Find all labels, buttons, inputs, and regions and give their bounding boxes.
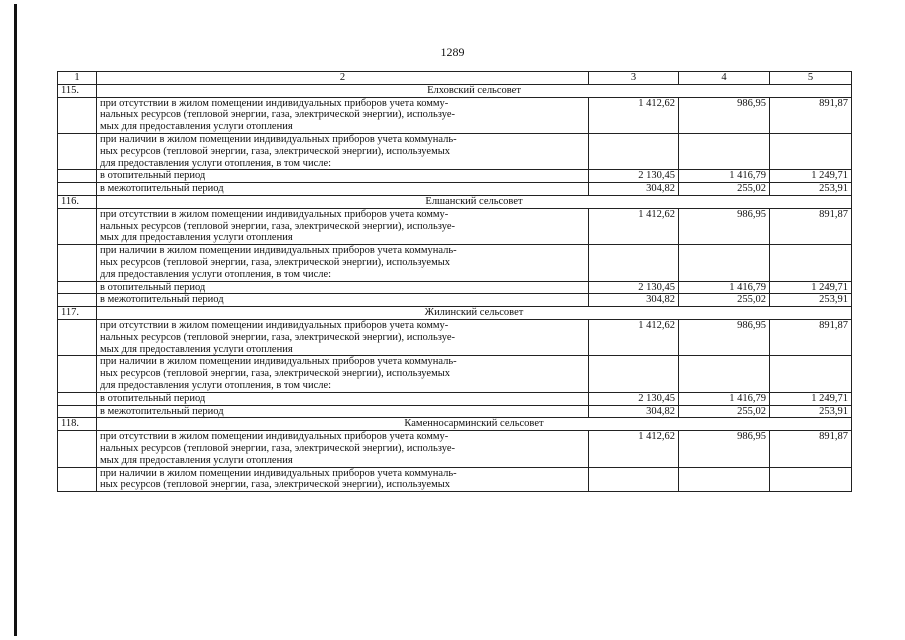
description-absent-meters: [97, 431, 589, 467]
column-header-4: 4: [679, 72, 770, 85]
value-col4-empty: [679, 356, 770, 392]
value-col5: 891,87: [770, 208, 852, 244]
section-name: Жилинский сельсовет: [97, 307, 852, 320]
tariff-table: [57, 71, 852, 492]
value-col3-empty: [589, 356, 679, 392]
heating-period-label: в отопительный период: [97, 281, 589, 294]
value-col5-empty: [770, 245, 852, 281]
value-col4-empty: [679, 467, 770, 492]
section-header-row: [58, 195, 852, 208]
nonheating-period-label: в межотопительный период: [97, 183, 589, 196]
description-present-meters: [97, 133, 589, 169]
nonheating-period-label: в межотопительный период: [97, 405, 589, 418]
value-col4: 255,02: [679, 294, 770, 307]
nonheating-period-label: в межотопительный период: [97, 294, 589, 307]
section-number-spacer: [58, 392, 97, 405]
table-row-absent-meters: [58, 208, 852, 244]
description-line: мых для предоставления услуги отопления: [100, 343, 293, 355]
table-row-absent-meters: [58, 431, 852, 467]
table-row-present-meters: [58, 467, 852, 492]
section-header-row: [58, 84, 852, 97]
section-name: Елховский сельсовет: [97, 84, 852, 97]
column-header-3: 3: [589, 72, 679, 85]
heating-period-label: в отопительный период: [97, 170, 589, 183]
description-present-meters: [97, 467, 589, 492]
value-col5: 1 249,71: [770, 170, 852, 183]
value-col4: 1 416,79: [679, 392, 770, 405]
table-row-heating-period: [58, 281, 852, 294]
value-col5: 1 249,71: [770, 281, 852, 294]
description-line: при наличии в жилом помещении индивидуальных приборов учета коммуналь-: [100, 356, 457, 368]
page-number: 1289: [440, 45, 465, 59]
section-number-spacer: [58, 356, 97, 392]
value-col5: 253,91: [770, 294, 852, 307]
description-line: нальных ресурсов (тепловой энергии, газа, электрической энергии), используе-: [100, 220, 455, 232]
value-col4-empty: [679, 245, 770, 281]
description-line: при наличии в жилом помещении индивидуальных приборов учета коммуналь-: [100, 467, 457, 479]
tariff-table-body: [58, 72, 852, 492]
section-number-spacer: [58, 97, 97, 133]
value-col5-empty: [770, 133, 852, 169]
section-number-spacer: [58, 431, 97, 467]
value-col3: 304,82: [589, 405, 679, 418]
description-present-meters: [97, 356, 589, 392]
table-row-heating-period: [58, 170, 852, 183]
description-line: при отсутствии в жилом помещении индивидуальных приборов учета комму-: [100, 431, 449, 443]
value-col3: 304,82: [589, 294, 679, 307]
value-col4: 255,02: [679, 405, 770, 418]
description-line: при отсутствии в жилом помещении индивидуальных приборов учета комму-: [100, 97, 449, 109]
description-line: мых для предоставления услуги отопления: [100, 454, 293, 466]
value-col3: 2 130,45: [589, 170, 679, 183]
section-header-row: [58, 307, 852, 320]
section-number-spacer: [58, 294, 97, 307]
description-line: ных ресурсов (тепловой энергии, газа, электрической энергии), используемых: [100, 145, 451, 157]
description-line: мых для предоставления услуги отопления: [100, 121, 293, 133]
value-col4: 1 416,79: [679, 281, 770, 294]
value-col4: 986,95: [679, 319, 770, 355]
description-line: для предоставления услуги отопления, в том числе:: [100, 379, 332, 391]
value-col4: 255,02: [679, 183, 770, 196]
value-col5-empty: [770, 467, 852, 492]
value-col3: 1 412,62: [589, 319, 679, 355]
value-col5: 253,91: [770, 183, 852, 196]
description-line: при наличии в жилом помещении индивидуальных приборов учета коммуналь-: [100, 245, 457, 257]
value-col3: 1 412,62: [589, 97, 679, 133]
value-col3: 2 130,45: [589, 281, 679, 294]
value-col3-empty: [589, 467, 679, 492]
section-name: Елшанский сельсовет: [97, 195, 852, 208]
value-col5: 891,87: [770, 431, 852, 467]
table-row-nonheating-period: [58, 405, 852, 418]
table-header-row: [58, 72, 852, 85]
value-col3: 1 412,62: [589, 208, 679, 244]
description-line: нальных ресурсов (тепловой энергии, газа, электрической энергии), используе-: [100, 109, 455, 121]
value-col5: 891,87: [770, 319, 852, 355]
value-col5: 891,87: [770, 97, 852, 133]
section-number: 117.: [58, 307, 97, 320]
table-row-present-meters: [58, 356, 852, 392]
column-header-5: 5: [770, 72, 852, 85]
table-row-absent-meters: [58, 97, 852, 133]
value-col4: 986,95: [679, 208, 770, 244]
description-line: для предоставления услуги отопления, в том числе:: [100, 268, 332, 280]
description-line: нальных ресурсов (тепловой энергии, газа, электрической энергии), используе-: [100, 331, 455, 343]
section-number-spacer: [58, 467, 97, 492]
value-col4: 986,95: [679, 431, 770, 467]
description-line: при отсутствии в жилом помещении индивидуальных приборов учета комму-: [100, 208, 449, 220]
table-row-present-meters: [58, 133, 852, 169]
table-row-nonheating-period: [58, 183, 852, 196]
value-col4: 1 416,79: [679, 170, 770, 183]
column-header-1: 1: [58, 72, 97, 85]
value-col4-empty: [679, 133, 770, 169]
description-line: ных ресурсов (тепловой энергии, газа, электрической энергии), используемых: [100, 256, 451, 268]
description-absent-meters: [97, 97, 589, 133]
section-number-spacer: [58, 208, 97, 244]
description-line: при отсутствии в жилом помещении индивидуальных приборов учета комму-: [100, 319, 449, 331]
value-col3: 304,82: [589, 183, 679, 196]
section-number: 116.: [58, 195, 97, 208]
section-number: 118.: [58, 418, 97, 431]
heating-period-label: в отопительный период: [97, 392, 589, 405]
table-row-heating-period: [58, 392, 852, 405]
description-absent-meters: [97, 319, 589, 355]
description-line: ных ресурсов (тепловой энергии, газа, электрической энергии), используемых: [100, 368, 451, 380]
section-number-spacer: [58, 133, 97, 169]
value-col5: 253,91: [770, 405, 852, 418]
section-header-row: [58, 418, 852, 431]
table-row-present-meters: [58, 245, 852, 281]
section-number-spacer: [58, 170, 97, 183]
value-col4: 986,95: [679, 97, 770, 133]
section-number-spacer: [58, 245, 97, 281]
value-col5-empty: [770, 356, 852, 392]
section-number-spacer: [58, 183, 97, 196]
value-col3: 1 412,62: [589, 431, 679, 467]
value-col3: 2 130,45: [589, 392, 679, 405]
description-absent-meters: [97, 208, 589, 244]
value-col3-empty: [589, 133, 679, 169]
description-line: нальных ресурсов (тепловой энергии, газа, электрической энергии), используе-: [100, 442, 455, 454]
section-number: 115.: [58, 84, 97, 97]
value-col5: 1 249,71: [770, 392, 852, 405]
section-number-spacer: [58, 405, 97, 418]
page-binding-line: [14, 4, 17, 636]
section-number-spacer: [58, 281, 97, 294]
section-number-spacer: [58, 319, 97, 355]
description-line: для предоставления услуги отопления, в том числе:: [100, 157, 332, 169]
description-line: ных ресурсов (тепловой энергии, газа, электрической энергии), используемых: [100, 479, 451, 491]
description-line: мых для предоставления услуги отопления: [100, 232, 293, 244]
value-col3-empty: [589, 245, 679, 281]
description-present-meters: [97, 245, 589, 281]
description-line: при наличии в жилом помещении индивидуальных приборов учета коммуналь-: [100, 133, 457, 145]
table-row-nonheating-period: [58, 294, 852, 307]
section-name: Каменносарминский сельсовет: [97, 418, 852, 431]
column-header-2: 2: [97, 72, 589, 85]
table-row-absent-meters: [58, 319, 852, 355]
